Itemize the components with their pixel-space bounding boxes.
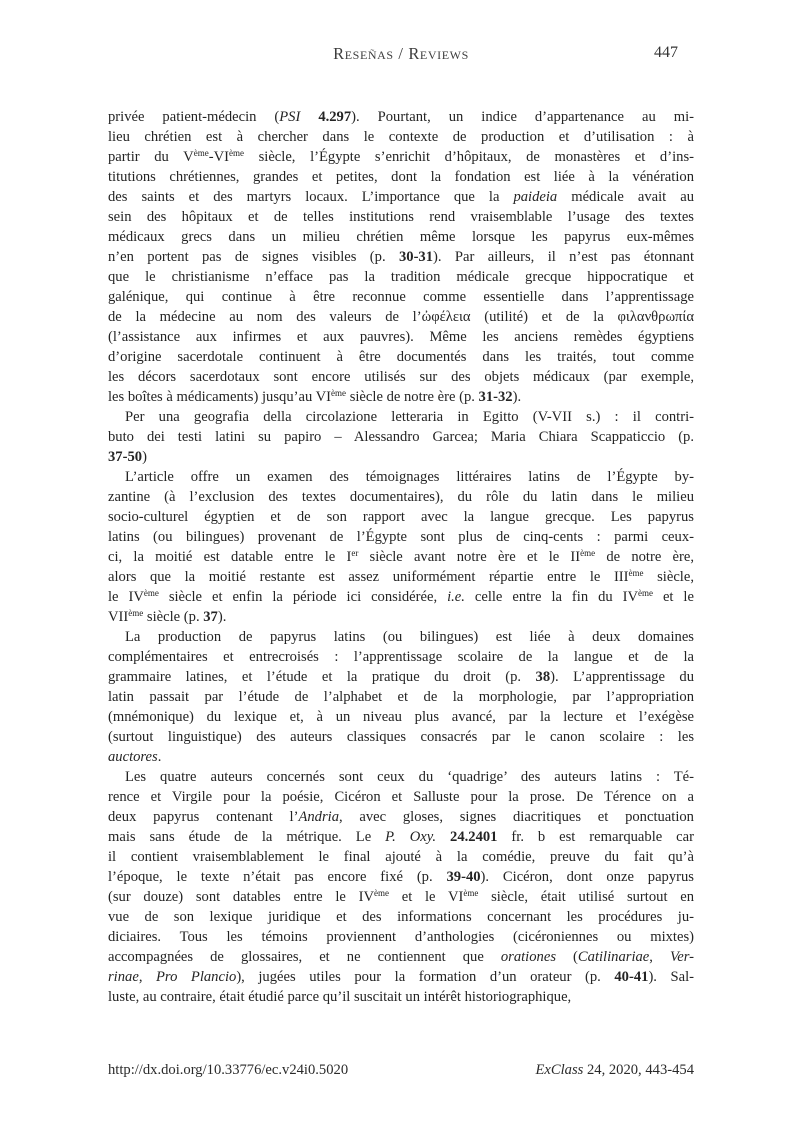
text-segment: 24.2401 [450, 829, 498, 845]
text-line [108, 327, 694, 347]
text-segment: ). Pourtant, un indice d’appartenance au mi- [351, 109, 694, 125]
text-segment: La production de papyrus latins (ou bilingues) est liée à deux domaines [125, 629, 694, 645]
text-segment: alors que la moitié restante est assez uniformément répartie entre le III [108, 569, 629, 585]
text-segment: et le [653, 589, 694, 605]
text-segment: ème [331, 387, 347, 398]
text-segment: L’article offre un examen des témoignages littéraires latins de l’Égypte by- [125, 469, 694, 485]
text-segment: médicale avait au [557, 189, 695, 205]
text-line [108, 227, 694, 247]
text-segment: ème [193, 147, 209, 158]
text-segment: 39-40 [446, 869, 481, 885]
text-segment: ème [143, 587, 159, 598]
text-line [108, 827, 694, 847]
text-line [108, 587, 694, 607]
text-line [108, 487, 694, 507]
page-footer [108, 1062, 694, 1079]
text-line [108, 347, 694, 367]
text-segment: le IV [108, 589, 144, 605]
text-line [108, 527, 694, 547]
text-line [108, 747, 694, 767]
text-segment: titutions chrétiennes, grandes et petites, dont la fondation est liée à la vénération [108, 169, 694, 185]
text-segment: mais sans étude de la métrique. Le [108, 829, 386, 845]
text-segment: VII [108, 609, 129, 625]
text-segment: celle entre la fin du IV [464, 589, 639, 605]
text-line [108, 287, 694, 307]
text-line [108, 507, 694, 527]
text-line [108, 407, 694, 427]
journal-title: ExClass [535, 1062, 584, 1078]
text-segment: de notre ère, [595, 549, 694, 565]
text-line [108, 847, 694, 867]
text-line [108, 167, 694, 187]
text-segment: paideia [513, 189, 558, 205]
text-segment: , [649, 949, 670, 965]
text-line [108, 887, 694, 907]
journal-reference [535, 1062, 694, 1079]
text-line [108, 967, 694, 987]
text-segment: . [157, 749, 162, 765]
text-segment: (sur douze) sont datables entre le IV [108, 889, 374, 905]
text-line [108, 927, 694, 947]
text-line [108, 947, 694, 967]
text-line [108, 427, 694, 447]
text-segment: Pro Plancio [156, 969, 237, 985]
paragraph [108, 767, 694, 1007]
text-segment: diciaires. Tous les témoins proviennent d’anthologies (cicéroniennes ou mixtes) [108, 929, 694, 945]
text-segment: 31-32 [478, 389, 513, 405]
text-segment: ). Cicéron, dont onze papyrus [480, 869, 694, 885]
text-segment: lieu chrétien est à chercher dans le contexte de production et d’utilisation : à [108, 129, 694, 145]
text-segment: de la médecine au nom des valeurs de l’ὠφέλεια (utilité) et de la φιλανθρωπία [108, 309, 694, 325]
text-segment: complémentaires et entrecroisés : l’apprentissage scolaire de la langue et de la [108, 649, 694, 665]
text-segment: , [138, 969, 157, 985]
body-text [108, 107, 694, 1007]
text-line [108, 247, 694, 267]
text-line [108, 727, 694, 747]
text-line [108, 367, 694, 387]
text-segment: d’origine sacerdotale continuent à être documentés dans les traités, tout comme [108, 349, 694, 365]
text-segment [300, 109, 318, 125]
text-segment: ème [228, 147, 244, 158]
text-line [108, 207, 694, 227]
text-segment: siècle, l’Égypte s’enrichit d’hôpitaux, de monastères et d’ins- [243, 149, 694, 165]
paragraph [108, 467, 694, 627]
text-line [108, 667, 694, 687]
text-line [108, 907, 694, 927]
text-segment: buto dei testi latini su papiro – Alessandro Garcea; Maria Chiara Scappaticcio (p. [108, 429, 694, 445]
text-line [108, 607, 694, 627]
text-segment: l’époque, le texte n’était pas encore fixé (p. [108, 869, 447, 885]
text-segment: ème [638, 587, 654, 598]
text-segment: PSI [279, 109, 301, 125]
text-line [108, 127, 694, 147]
text-segment: ). Par ailleurs, il n’est pas étonnant [433, 249, 694, 265]
text-segment: siècle avant notre ère et le II [358, 549, 581, 565]
text-line [108, 267, 694, 287]
text-segment: accompagnées de glossaires, et ne contiennent que [108, 949, 501, 965]
text-segment: siècle, [643, 569, 694, 585]
text-segment: médicaux grecs dans un milieu chrétien même lorsque les papyrus eux-mêmes [108, 229, 694, 245]
text-segment: ème [128, 607, 144, 618]
text-line [108, 687, 694, 707]
text-segment: que le christianisme n’efface pas la tradition médicale grecque hippocratique et [108, 269, 694, 285]
text-segment: n’en portent pas de signes visibles (p. [108, 249, 399, 265]
text-segment: sein des hôpitaux et de telles institutions rend vraisemblable l’usage des textes [108, 209, 694, 225]
text-segment: (surtout linguistique) des auteurs classiques consacrés par le canon scolaire : les [108, 729, 694, 745]
text-line [108, 767, 694, 787]
text-segment: 40-41 [614, 969, 649, 985]
doi-link[interactable]: http://dx.doi.org/10.33776/ec.v24i0.5020 [108, 1062, 349, 1078]
text-segment: 37 [203, 609, 218, 625]
text-segment: ème [580, 547, 596, 558]
text-segment: deux papyrus contenant l’ [108, 809, 299, 825]
text-segment: grammaire latines, et l’étude et la pratique du droit (p. [108, 669, 536, 685]
text-segment: P. Oxy. [385, 829, 437, 845]
text-segment: 4.297 [318, 109, 352, 125]
text-segment: 30-31 [398, 249, 434, 265]
text-line [108, 107, 694, 127]
paragraph [108, 107, 694, 407]
text-segment: zantine (à l’exclusion des textes documentaires), du rôle du latin dans le milieu [108, 489, 694, 505]
text-line [108, 627, 694, 647]
text-segment: vue de son lexique juridique et des informations concernant les procédures ju- [108, 909, 694, 925]
text-segment: galénique, qui continue à être reconnue comme essentielle dans l’apprentissage [108, 289, 694, 305]
text-segment: ci, la moitié est datable entre le I [108, 549, 352, 565]
text-segment: partir du V [108, 149, 194, 165]
text-line [108, 987, 694, 1007]
text-line [108, 707, 694, 727]
text-segment: ). [217, 609, 227, 625]
text-line [108, 547, 694, 567]
text-segment: 37-50 [108, 449, 143, 465]
text-segment: fr. b est remarquable car [497, 829, 694, 845]
text-segment: siècle et enfin la période ici considérée, [158, 589, 448, 605]
text-segment: luste, au contraire, était étudié parce qu’il suscitait un intérêt historiographique, [108, 989, 572, 1005]
text-line [108, 807, 694, 827]
text-segment: siècle, était utilisé surtout en [478, 889, 694, 905]
text-segment: socio-culturel égyptien et de son rapport avec la langue grecque. Les papyrus [108, 509, 694, 525]
paragraph [108, 627, 694, 767]
text-segment: i.e. [447, 589, 465, 605]
text-segment: Catilinariae [577, 949, 650, 965]
text-segment: des saints et des martyrs locaux. L’importance que la [108, 189, 514, 205]
text-line [108, 187, 694, 207]
text-line [108, 307, 694, 327]
text-segment: latin passait par l’étude de l’alphabet et de la morphologie, par l’appropriation [108, 689, 694, 705]
page-number: 447 [654, 44, 678, 61]
text-segment: ( [556, 949, 578, 965]
paragraph [108, 407, 694, 467]
text-segment: , avec gloses, signes diacritiques et ponctuation [339, 809, 694, 825]
text-line [108, 447, 694, 467]
text-segment: Andria [298, 809, 339, 825]
text-segment: ème [463, 887, 479, 898]
text-segment: Ver- [669, 949, 695, 965]
text-segment: ) [142, 449, 147, 465]
running-title: Reseñas / Reviews [333, 44, 469, 63]
text-segment: ), jugées utiles pour la formation d’un orateur (p. [236, 969, 615, 985]
text-segment: ). [512, 389, 522, 405]
text-segment: (l’assistance aux infirmes et aux pauvres). Même les anciens remèdes égyptiens [108, 329, 694, 345]
text-line [108, 647, 694, 667]
text-segment: orationes [500, 949, 556, 965]
text-segment: il contient vraisemblablement le final ajouté à la comédie, preuve du fait qu’à [108, 849, 694, 865]
text-segment: ). L’apprentissage du [550, 669, 695, 685]
text-segment: les décors sacerdotaux sont encore utilisés sur des objets médicaux (par exemple, [108, 369, 694, 385]
text-segment: auctores [108, 749, 158, 765]
text-segment: et le VI [389, 889, 464, 905]
text-line [108, 867, 694, 887]
text-segment: Les quatre auteurs concernés sont ceux du ‘quadrige’ des auteurs latins : Té- [125, 769, 694, 785]
text-segment: -VI [208, 149, 229, 165]
text-segment: rence et Virgile pour la poésie, Cicéron et Salluste pour la prose. De Térence on a [108, 789, 694, 805]
text-line [108, 147, 694, 167]
text-line [108, 467, 694, 487]
text-line [108, 787, 694, 807]
text-segment: siècle (p. [143, 609, 204, 625]
text-segment: les boîtes à médicaments) jusqu’au VI [108, 389, 332, 405]
text-segment: er [351, 547, 359, 558]
text-segment: latins (ou bilingues) provenant de l’Égypte sont plus de cinq-cents : parmi ceux- [108, 529, 694, 545]
text-segment: siècle de notre ère (p. [346, 389, 479, 405]
journal-issue-pages: 24, 2020, 443-454 [583, 1062, 694, 1078]
text-segment: ème [374, 887, 389, 898]
page-header [108, 44, 694, 66]
text-segment: Per una geografia della circolazione letteraria in Egitto (V-VII s.) : il contri- [125, 409, 694, 425]
text-segment: rinae [108, 969, 139, 985]
text-segment [436, 829, 450, 845]
text-segment: 38 [535, 669, 551, 685]
text-line [108, 567, 694, 587]
text-segment: (mnémonique) du lexique et, à un niveau plus avancé, par la lecture et l’exégèse [108, 709, 694, 725]
text-line [108, 387, 694, 407]
text-segment: privée patient-médecin ( [108, 109, 280, 125]
text-segment: ème [628, 567, 644, 578]
text-segment: ). Sal- [648, 969, 695, 985]
